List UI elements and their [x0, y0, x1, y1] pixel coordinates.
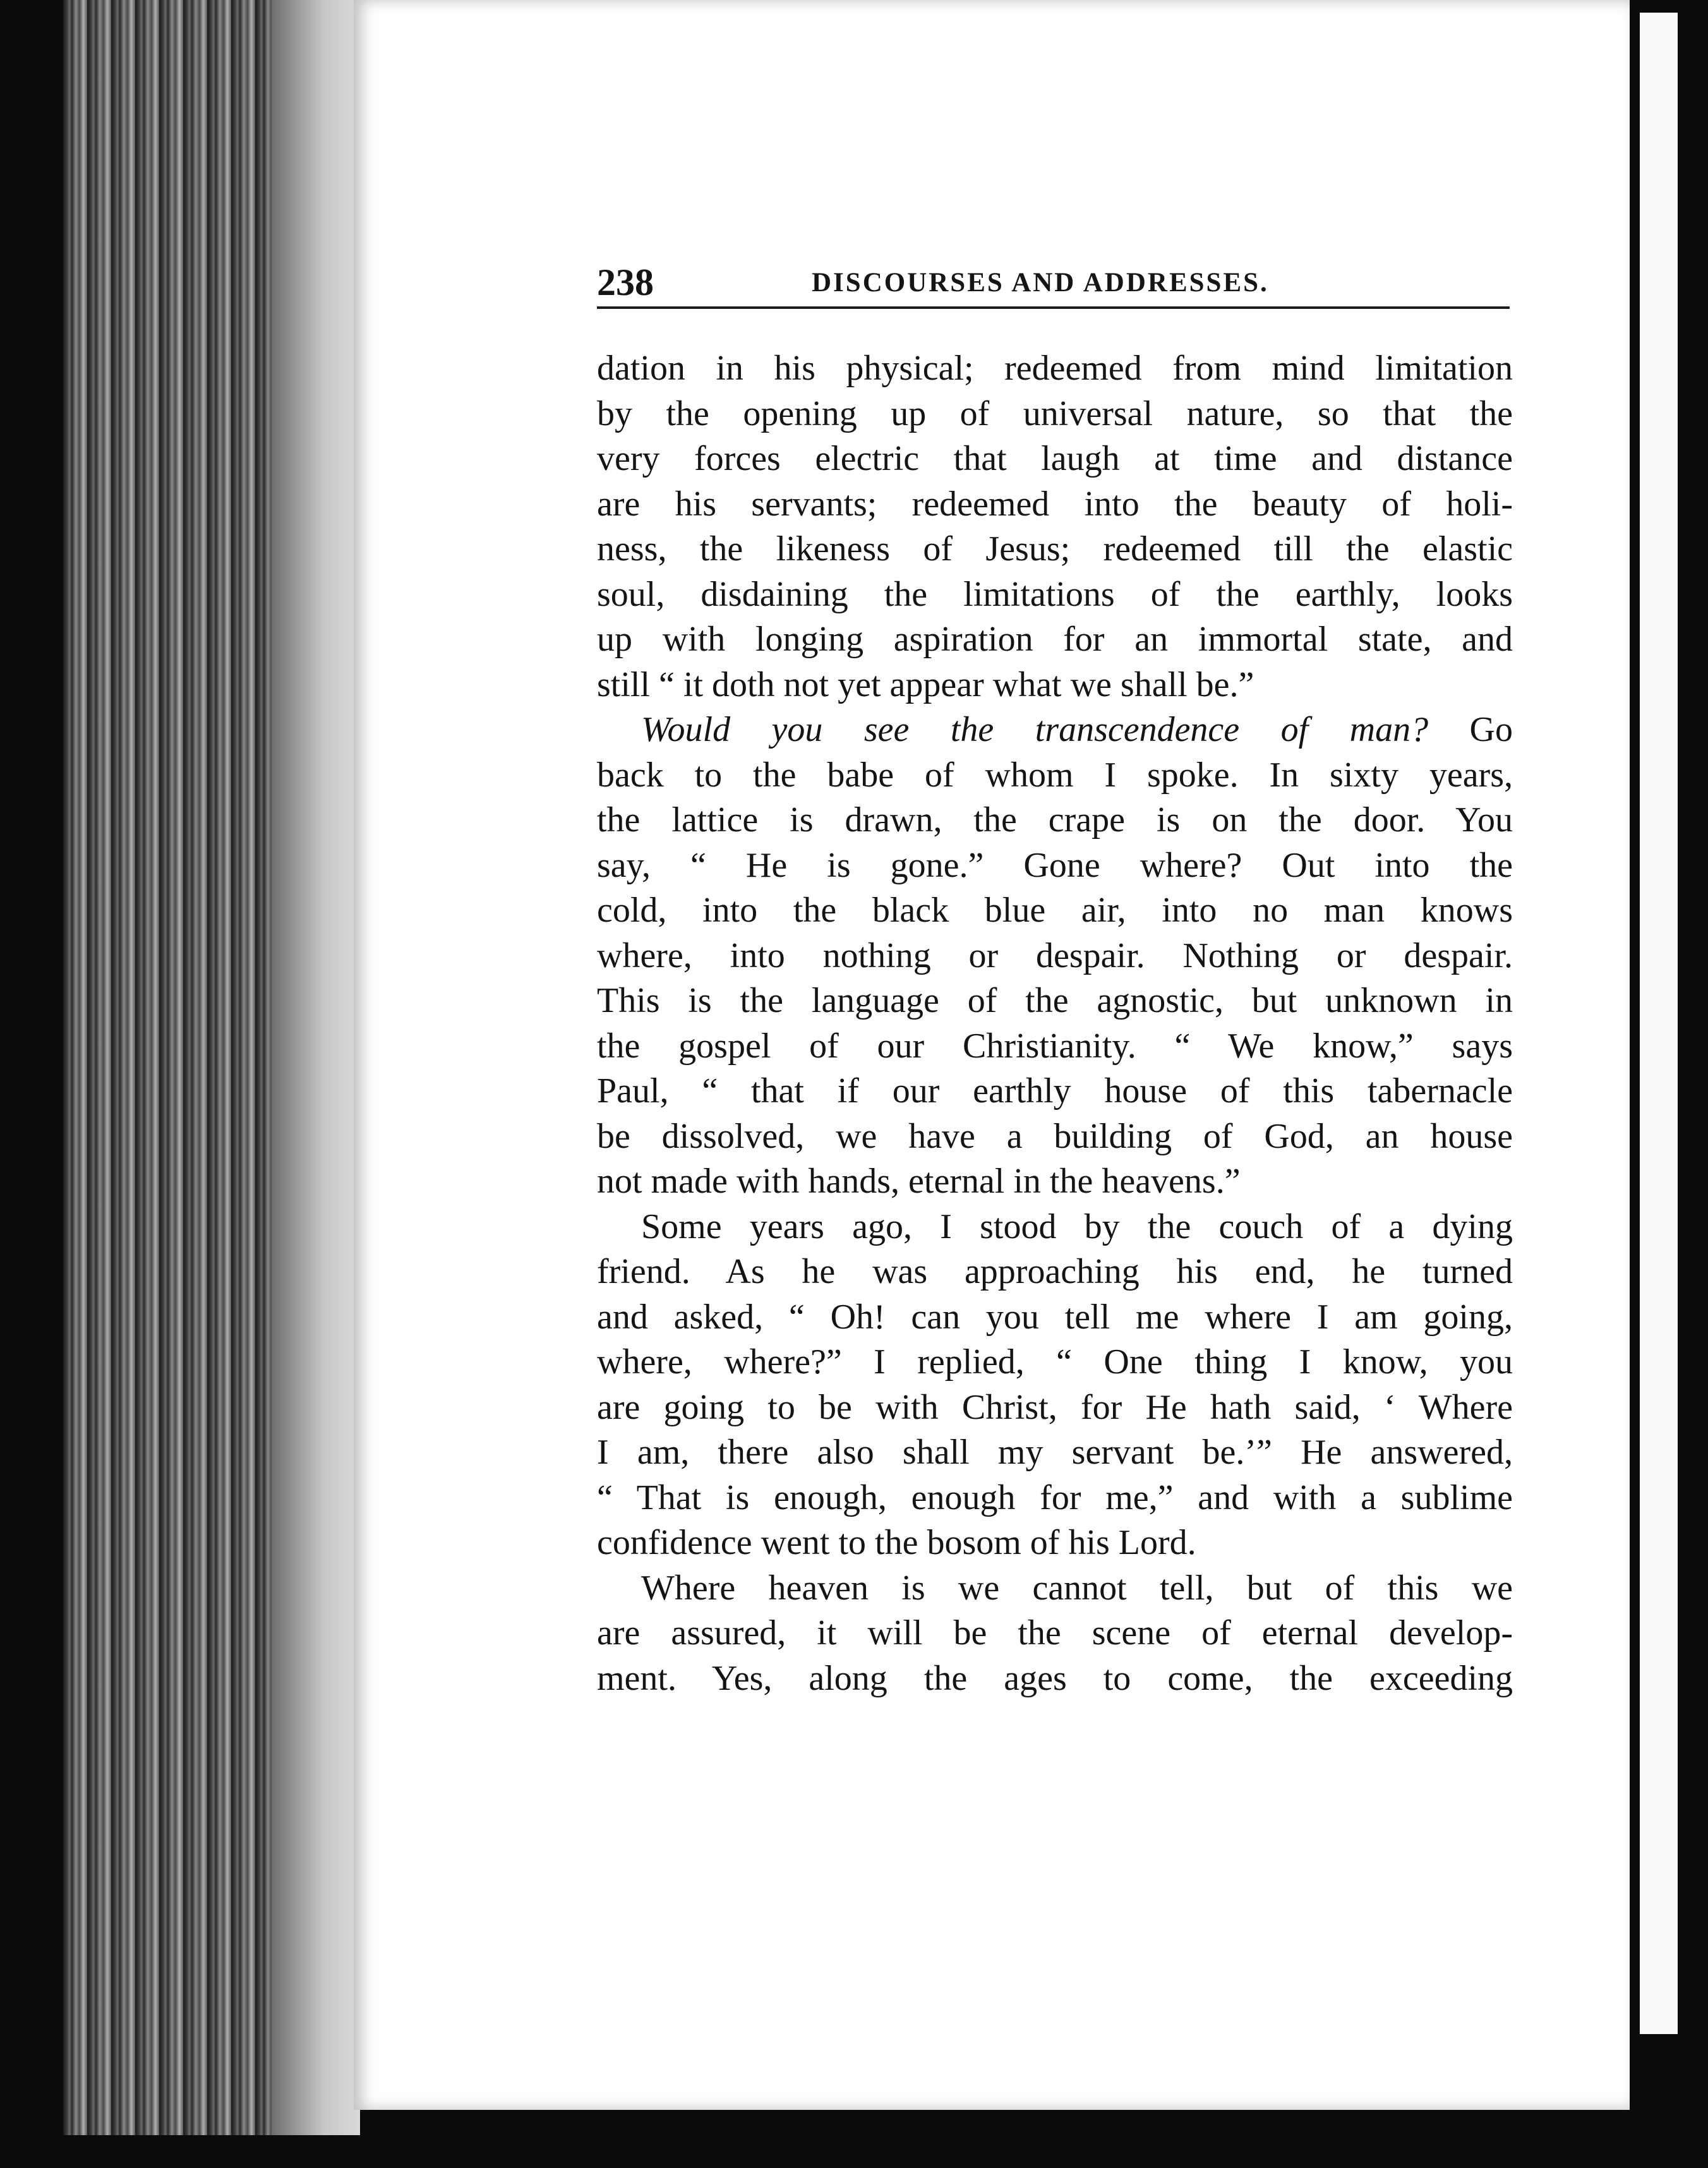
text-line: where, where?” I replied, “ One thing I know, you	[597, 1342, 1513, 1382]
text-line: the lattice is drawn, the crape is on the door. You	[597, 800, 1513, 840]
text-line: This is the language of the agnostic, but unknown in	[597, 981, 1513, 1020]
paragraph-lead-line	[597, 708, 1513, 753]
book-page-edges	[63, 0, 360, 2135]
running-title: DISCOURSES AND ADDRESSES.	[812, 268, 1269, 298]
text-line: up with longing aspiration for an immortal state, and	[597, 620, 1513, 659]
text-line: say, “ He is gone.” Gone where? Out into the	[597, 845, 1513, 885]
text-line: by the opening up of universal nature, so that the	[597, 394, 1513, 433]
text-line: Paul, “ that if our earthly house of this tabernacle	[597, 1071, 1513, 1111]
body-text	[597, 346, 1513, 1701]
lead-rest: Go	[1428, 710, 1513, 749]
running-head	[597, 256, 1510, 309]
text-line: cold, into the black blue air, into no man knows	[597, 891, 1513, 930]
text-line: I am, there also shall my servant be.’” He answered,	[597, 1433, 1513, 1472]
italic-question: Would you see the transcendence of man?	[641, 710, 1429, 749]
text-line: where, into nothing or despair. Nothing or despair.	[597, 936, 1513, 975]
text-line: back to the babe of whom I spoke. In sixty years,	[597, 755, 1513, 795]
text-line: soul, disdaining the limitations of the earthly, looks	[597, 574, 1513, 614]
text-line: are assured, it will be the scene of eternal develop-	[597, 1613, 1513, 1653]
text-line: are his servants; redeemed into the beauty of holi-	[597, 484, 1513, 524]
text-line: friend. As he was approaching his end, he turned	[597, 1252, 1513, 1291]
text-line: be dissolved, we have a building of God, an house	[597, 1116, 1513, 1156]
text-line: Where heaven is we cannot tell, but of this we	[641, 1568, 1513, 1608]
text-line: still “ it doth not yet appear what we shall be.”	[597, 665, 1254, 704]
text-line: ment. Yes, along the ages to come, the exceeding	[597, 1658, 1513, 1698]
text-line: Some years ago, I stood by the couch of a dying	[641, 1207, 1513, 1246]
facing-page-edge	[1640, 13, 1678, 2034]
text-line: not made with hands, eternal in the heavens.”	[597, 1162, 1241, 1201]
text-line: “ That is enough, enough for me,” and with a sublime	[597, 1478, 1513, 1517]
text-line: ness, the likeness of Jesus; redeemed till the elastic	[597, 529, 1513, 569]
text-line: very forces electric that laugh at time and distance	[597, 439, 1513, 478]
page-number: 238	[597, 262, 654, 303]
text-line: dation in his physical; redeemed from mind limitation	[597, 349, 1513, 388]
text-line: confidence went to the bosom of his Lord.	[597, 1523, 1196, 1562]
text-line: the gospel of our Christianity. “ We know,” says	[597, 1026, 1513, 1066]
text-line: are going to be with Christ, for He hath said, ‘ Where	[597, 1387, 1513, 1427]
text-line: and asked, “ Oh! can you tell me where I am going,	[597, 1297, 1513, 1337]
